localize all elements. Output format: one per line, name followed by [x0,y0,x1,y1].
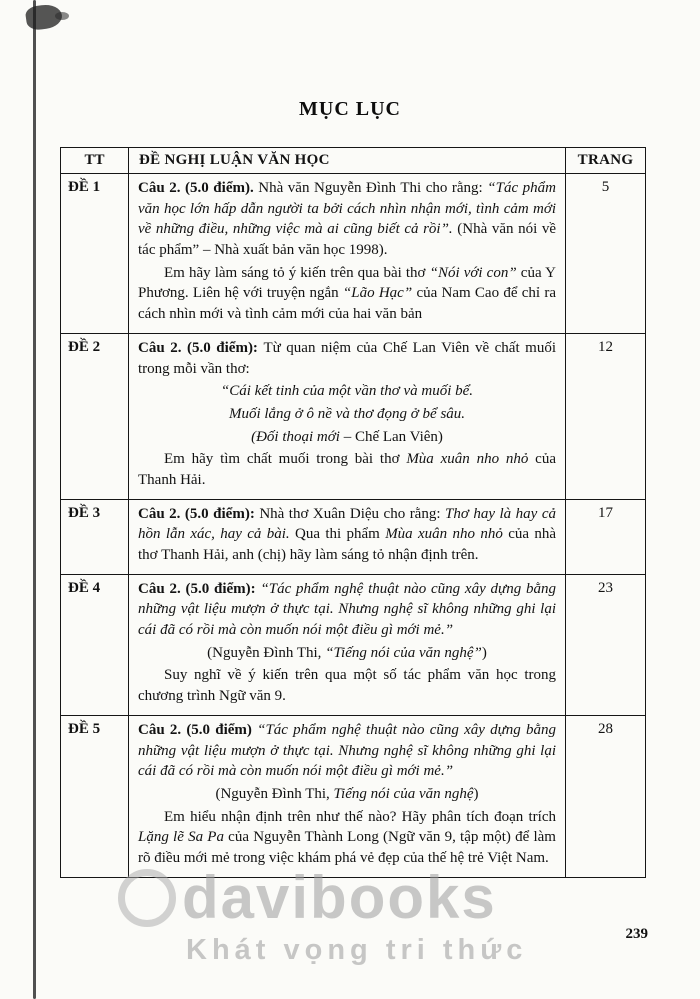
page-number-cell: 12 [566,333,646,499]
topic-paragraph [138,178,556,261]
text-segment: Nhà thơ Xuân Diệu cho rằng: [259,505,446,522]
topic-paragraph [138,579,556,641]
text-segment: của nhà thơ Thanh Hải, anh (chị) hãy làm sáng tỏ nhận định trên. [138,526,557,563]
text-segment: Thơ hay là hay cả hồn lẫn xác, hay cả bài. [138,505,556,543]
text-segment: “Tác phẩm nghệ thuật nào cũng xây dựng bằng những vật liệu mượn ở thực tại. Nhưng nghệ sĩ không những ghi lại cái đã có rồi mà còn muốn nói một điều gì mới mẻ.” [138,580,556,639]
text-segment: của Y Phương. Liên hệ với truyện ngắn [138,264,557,302]
text-segment: Em hãy tìm chất muối trong bài thơ [164,451,407,468]
table-row [61,174,646,334]
header-row [61,148,646,174]
text-segment: của Nam Cao để chỉ ra cách nhìn mới và tình cảm mới của hai văn bản [138,285,556,323]
text-segment: ) [473,785,479,802]
table-row [61,715,646,877]
watermark-slogan: Khát vọng tri thức [186,934,528,966]
topic-content-cell [129,499,566,574]
text-segment: Nhà văn Nguyễn Đình Thi cho rằng: [258,180,488,196]
text-segment: Mùa xuân nho nhỏ [385,526,503,543]
header-trang: TRANG [566,148,646,174]
topic-paragraph [138,504,556,566]
de-label: ĐỀ 1 [61,174,129,334]
text-segment: Lặng lẽ Sa Pa [138,829,224,846]
table-row [61,574,646,715]
toc-table-body [61,174,646,878]
table-row [61,499,646,574]
text-segment: Muối lắng ở ô nề và thơ đọng ở bể sâu. [228,405,466,422]
de-label: ĐỀ 4 [61,574,129,715]
topic-paragraph [138,807,556,869]
text-segment: “Tác phẩm văn học lớn hấp dẫn người ta bởi cách nhìn nhận mới, tình cảm mới về những điều, những việc mà ai cũng biết cả rồi”. [138,180,556,238]
text-segment: Câu 2. (5.0 điểm): [138,339,264,356]
scan-binding-edge [33,0,36,999]
topic-paragraph [138,427,556,448]
text-segment: của Thanh Hải. [138,451,556,488]
text-segment: của Nguyễn Thành Long (Ngữ văn 9, tập một) để làm rõ điều mới mẻ trong việc khám phá vẻ đẹp của thế hệ trẻ Việt Nam. [138,829,556,866]
topic-content-cell [129,574,566,715]
watermark [0,864,700,967]
text-segment: (Nguyễn Đình Thi, [207,644,326,661]
text-segment: Câu 2. (5.0 điểm) [138,721,258,738]
text-segment: Câu 2. (5.0 điểm): [138,505,260,522]
watermark-logo-icon [118,869,176,927]
text-segment: “Cái kết tinh của một vần thơ và muối bể. [220,383,474,400]
text-segment: Suy nghĩ về ý kiến trên qua một số tác phẩm văn học trong chương trình Ngữ văn 9. [138,667,556,705]
text-segment: Qua thi phẩm [289,526,386,543]
page-number-cell: 28 [566,715,646,877]
toc-table-header [61,148,646,174]
topic-paragraph [138,263,556,325]
text-segment: (Đối thoại mới [251,428,340,445]
header-tt: TT [61,148,129,174]
toc-table [60,147,646,878]
de-label: ĐỀ 3 [61,499,129,574]
topic-paragraph [138,449,556,490]
topic-paragraph [138,784,556,805]
text-segment: Câu 2. (5.0 điểm): [138,580,261,597]
text-segment: Em hiểu nhận định trên như thế nào? Hãy phân tích đoạn trích [164,808,556,825]
text-segment: “Nói với con” [429,264,517,281]
de-label: ĐỀ 2 [61,333,129,499]
text-segment: Câu 2. (5.0 điểm). [138,180,259,196]
topic-content-cell [129,174,566,334]
folio-page-number: 239 [625,926,648,942]
topic-paragraph [138,643,556,664]
text-segment: “Tác phẩm nghệ thuật nào cũng xây dựng bằng những vật liệu mượn ở thực tại. Nhưng nghệ sĩ không những ghi lại cái đã có rồi mà còn muốn nói một điều gì mới mẻ.” [138,721,556,780]
page-number-cell: 17 [566,499,646,574]
page-title: MỤC LỤC [299,98,401,120]
text-segment: Từ quan niệm của Chế Lan Viên về chất muối trong mỗi vần thơ: [138,339,556,377]
topic-paragraph [138,665,556,706]
de-label: ĐỀ 5 [61,715,129,877]
text-segment: “Lão Hạc” [342,285,413,302]
topic-paragraph [138,381,556,402]
text-segment: Mùa xuân nho nhỏ [406,451,529,468]
watermark-brand: davibooks [182,864,497,931]
text-segment: Tiếng nói của văn nghệ [333,785,474,802]
text-segment: (Nguyễn Đình Thi, [215,785,334,802]
topic-paragraph [138,404,556,425]
header-topic: ĐỀ NGHỊ LUẬN VĂN HỌC [129,148,566,174]
page-number-cell: 23 [566,574,646,715]
page-number-cell: 5 [566,174,646,334]
text-segment: – Chế Lan Viên) [339,428,443,445]
topic-paragraph [138,338,556,379]
text-segment: “Tiếng nói của văn nghệ” [325,644,482,661]
topic-paragraph [138,720,556,782]
text-segment: ) [481,644,487,661]
topic-content-cell [129,333,566,499]
text-segment: (Nhà văn nói về tác phẩm” – Nhà xuất bản văn học 1998). [138,221,556,259]
table-row [61,333,646,499]
scan-noise-mark-small [55,12,69,20]
text-segment: Em hãy làm sáng tỏ ý kiến trên qua bài thơ [164,264,430,281]
topic-content-cell [129,715,566,877]
